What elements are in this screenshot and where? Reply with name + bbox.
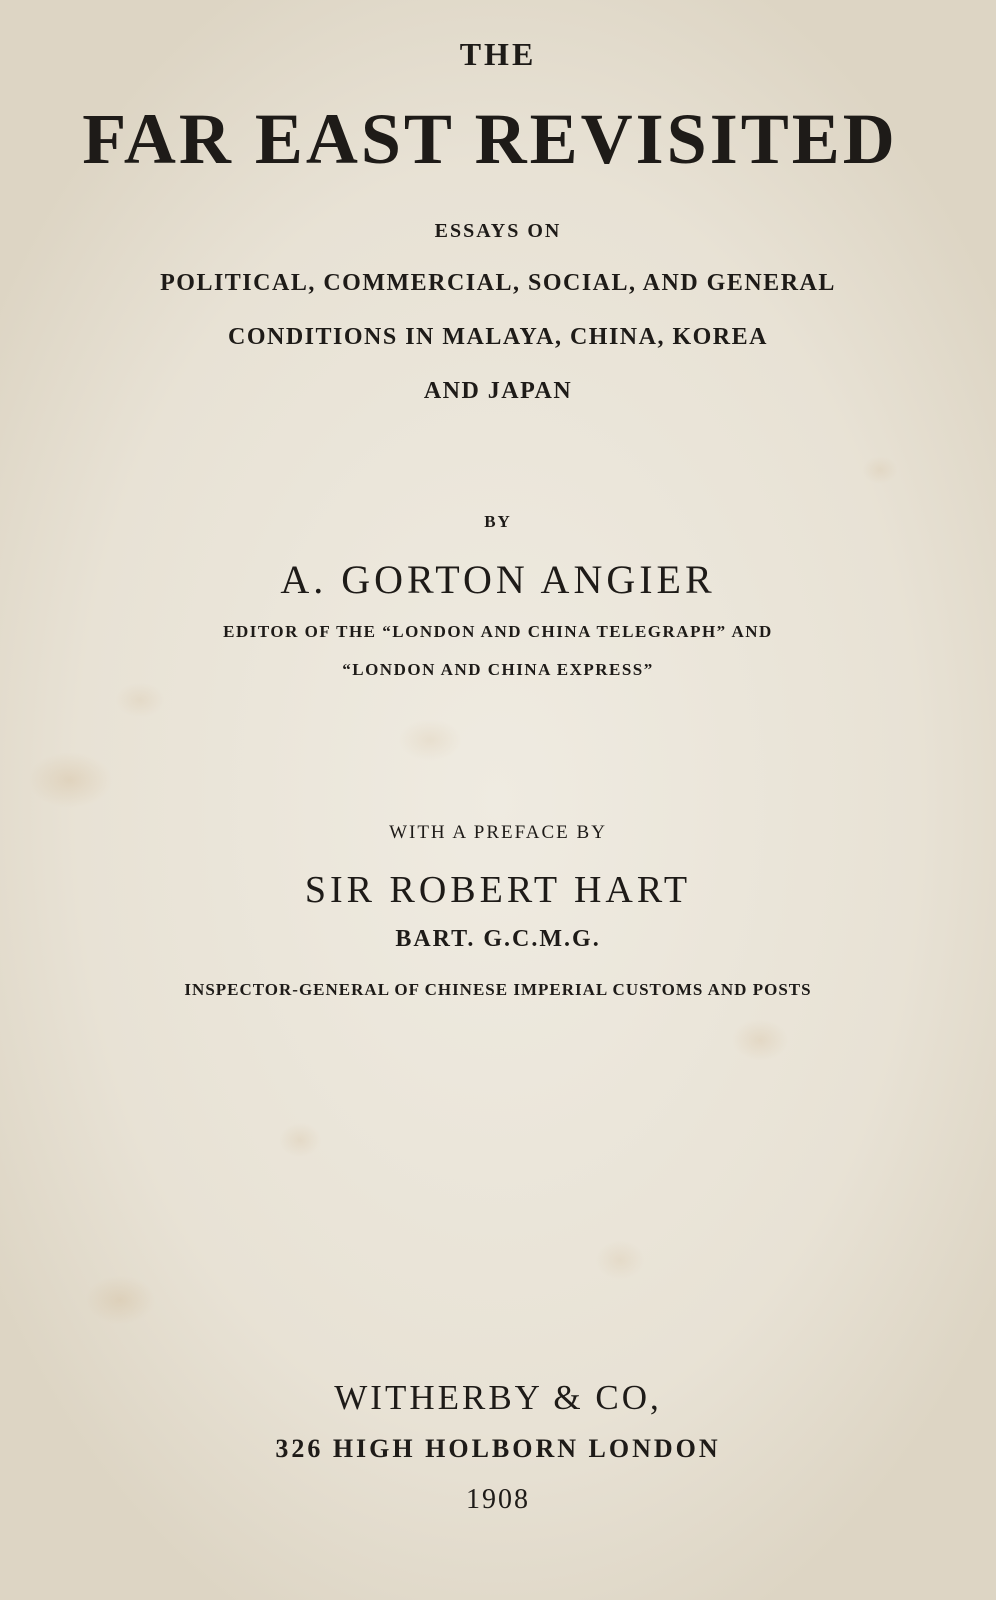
- title-article: THE: [459, 36, 537, 72]
- author-role-line-2: “LONDON AND CHINA EXPRESS”: [342, 660, 654, 679]
- subtitle-line-2: POLITICAL, COMMERCIAL, SOCIAL, AND GENERAL: [160, 270, 836, 296]
- publisher-name: WITHERBY & CO,: [334, 1378, 662, 1417]
- author-name: A. GORTON ANGIER: [280, 557, 716, 602]
- book-title: FAR EAST REVISITED: [82, 99, 898, 179]
- preface-author-honours: BART. G.C.M.G.: [395, 926, 601, 952]
- preface-intro: WITH A PREFACE BY: [389, 822, 607, 843]
- author-role-line-1: EDITOR OF THE “LONDON AND CHINA TELEGRAPH” AND: [223, 622, 773, 641]
- publication-year: 1908: [466, 1484, 530, 1515]
- subtitle-line-4: AND JAPAN: [423, 378, 573, 404]
- publisher-address: 326 HIGH HOLBORN LONDON: [275, 1434, 721, 1463]
- subtitle-line-1: ESSAYS ON: [434, 220, 562, 242]
- preface-author-title: INSPECTOR-GENERAL OF CHINESE IMPERIAL CUSTOMS AND POSTS: [184, 980, 812, 999]
- subtitle-line-3: CONDITIONS IN MALAYA, CHINA, KOREA: [228, 324, 768, 350]
- by-label: BY: [484, 512, 512, 531]
- preface-author-name: SIR ROBERT HART: [304, 869, 692, 911]
